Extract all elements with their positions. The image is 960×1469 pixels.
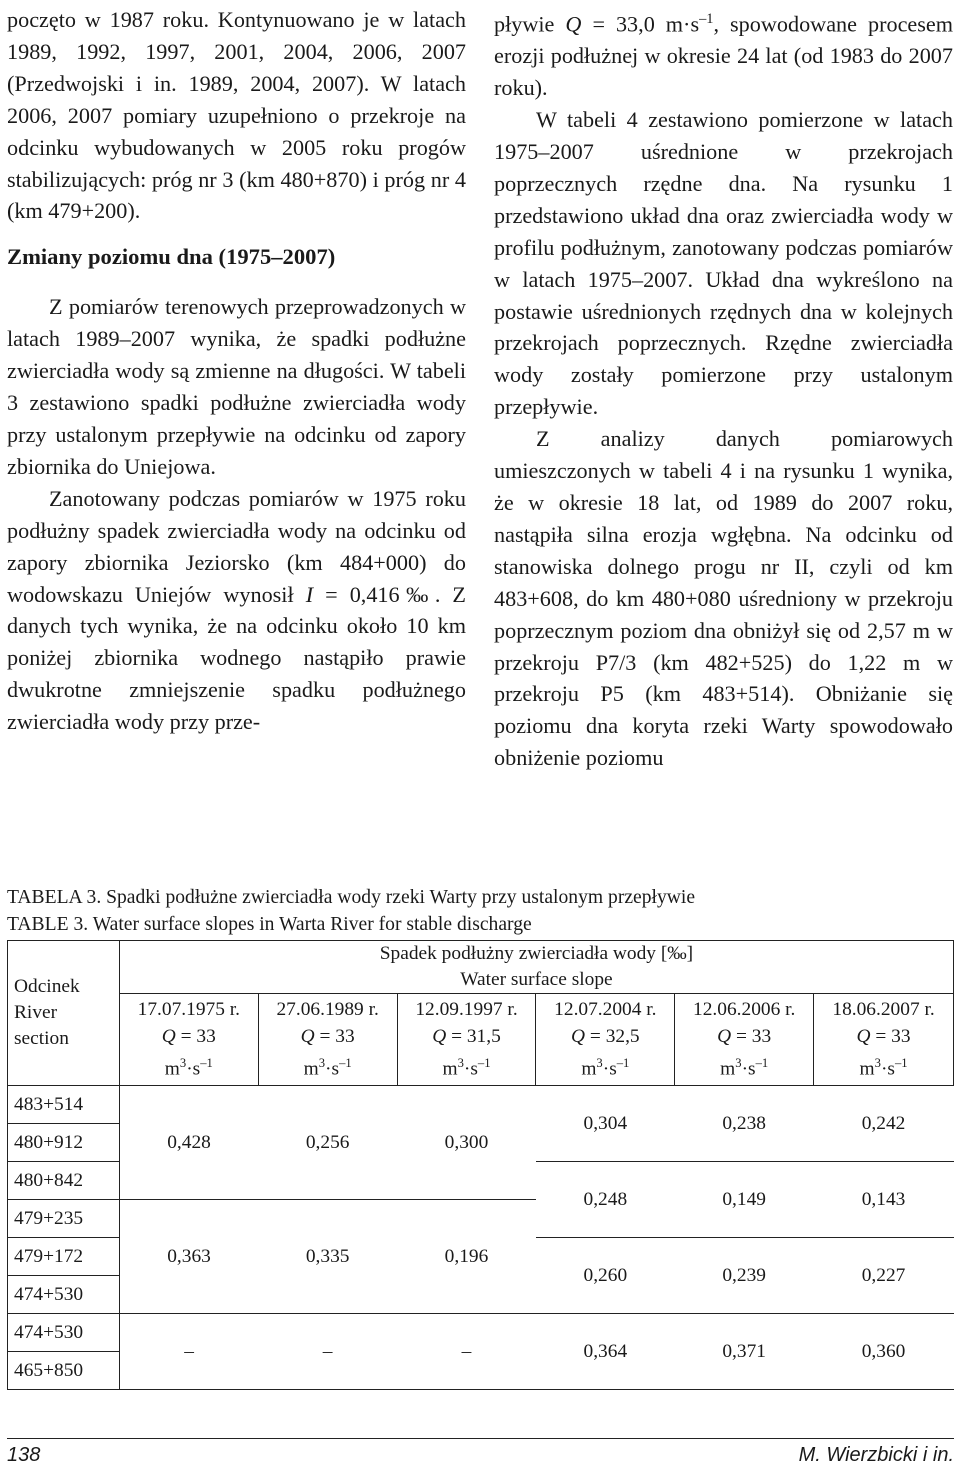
measurement-date: 12.07.2004 r. xyxy=(554,999,657,1021)
math-symbol: Q xyxy=(565,11,582,37)
slope-value-cell: 0,239 xyxy=(675,1238,814,1314)
paragraph xyxy=(494,4,953,104)
section-heading: Zmiany poziomu dna (1975–2007) xyxy=(7,244,336,270)
measurement-date: 27.06.1989 r. xyxy=(276,999,379,1021)
table-row xyxy=(8,1314,954,1352)
slope-value-cell: 0,248 xyxy=(536,1162,675,1238)
math-symbol: I xyxy=(305,581,314,607)
slope-value-cell: 0,238 xyxy=(675,1086,814,1162)
left-column xyxy=(7,4,466,738)
measurement-date: 17.07.1975 r. xyxy=(137,999,240,1021)
slope-value-cell: 0,335 xyxy=(258,1200,397,1314)
exponent: –1 xyxy=(699,11,714,27)
date-column-header xyxy=(258,994,397,1086)
paragraph: poczęto w 1987 roku. Kontynuowano je w latach 1989, 1992, 1997, 2001, 2004, 2006, 2007 (Przedwojski i in. 1989, 2004, 2007). W latach 2006, 2007 pomiary uzupełniono o przekroje na odcinku wybudowanych w 2005 roku progów stabilizujących: próg nr 3 (km 480+870) i próg nr 4 (km 479+200). xyxy=(7,7,466,224)
slope-value-cell: 0,364 xyxy=(536,1314,675,1390)
paragraph: Z pomiarów terenowych przeprowadzonych w latach 1989–2007 wynika, że spadki podłużne zwierciadła wody są zmienne na długości. W tabeli 3 zestawiono spadki podłużne zwierciadła wody przy ustalonym przepływie na odcinku od zapory zbiornika do Uniejowa. xyxy=(7,294,466,479)
date-column-header xyxy=(675,994,814,1086)
date-column-header xyxy=(119,994,258,1086)
slope-header-en: Water surface slope xyxy=(460,969,613,990)
section-cell: 474+530 xyxy=(8,1314,120,1352)
right-column xyxy=(494,4,953,774)
text-run: , spowodowane procesem erozji podłużnej w okresie 24 lat (od 1983 do 2007 roku). xyxy=(494,11,954,101)
section-header-en: River xyxy=(14,1002,58,1023)
slope-value-cell: 0,227 xyxy=(814,1238,954,1314)
discharge-unit: $m^3\cdot s^{-1}$ xyxy=(303,1056,352,1080)
slope-value-cell: – xyxy=(397,1314,536,1390)
section-cell: 479+172 xyxy=(8,1238,120,1276)
slope-value-cell: 0,360 xyxy=(814,1314,954,1390)
paragraph: Z analizy danych pomiarowych umieszczonych w tabeli 4 i na rysunku 1 wynika, że w okresie 18 lat, od 1989 do 2007 roku, nastąpiła silna erozja wgłębna. Na odcinku od stanowiska dolnego progu nr II, czyli od km 483+608, do km 480+080 uśredniony w przekroju poprzecznym poziom dna obniżył się od 2,57 m w przekroju P7/3 (km 482+525) do 1,22 m w przekroju P5 (km 483+514). Obniżanie się poziomu dna koryta rzeki Warty spowodowało obniżenie poziomu xyxy=(494,426,953,771)
text-run: Zanotowany podczas pomiarów w 1975 roku podłużny spadek zwierciadła wody na odcinku od zapory zbiornika Jeziorsko (km 484+000) do wodowskazu Uniejów wynosił xyxy=(7,485,466,607)
measurement-date: 12.09.1997 r. xyxy=(415,999,518,1021)
discharge-unit: $m^3\cdot s^{-1}$ xyxy=(164,1056,213,1080)
text-run: pływie xyxy=(494,11,566,37)
section-cell: 479+235 xyxy=(8,1200,120,1238)
section-header-pl: Odcinek xyxy=(14,976,80,997)
slopes-table xyxy=(7,940,954,1390)
slope-value-cell: – xyxy=(119,1314,258,1390)
slope-value-cell: 0,363 xyxy=(119,1200,258,1314)
discharge-value: Q = 33 xyxy=(300,1026,355,1048)
date-column-header xyxy=(814,994,954,1086)
slope-value-cell: – xyxy=(258,1314,397,1390)
page-number: 138 xyxy=(7,1444,41,1466)
table-caption-pl: TABELA 3. Spadki podłużne zwierciadła wody rzeki Warty przy ustalonym przepływie xyxy=(7,887,696,908)
page-footer xyxy=(7,1438,954,1466)
slope-value-cell: 0,149 xyxy=(675,1162,814,1238)
measurement-date: 12.06.2006 r. xyxy=(693,999,796,1021)
section-cell: 474+530 xyxy=(8,1276,120,1314)
slope-value-cell: 0,256 xyxy=(258,1086,397,1200)
measurement-date: 18.06.2007 r. xyxy=(832,999,935,1021)
slope-value-cell: 0,304 xyxy=(536,1086,675,1162)
slope-value-cell: 0,300 xyxy=(397,1086,536,1200)
discharge-value: Q = 33 xyxy=(717,1026,772,1048)
table-captions xyxy=(7,884,695,938)
slope-value-cell: 0,428 xyxy=(119,1086,258,1200)
discharge-unit: $m^3\cdot s^{-1}$ xyxy=(859,1056,908,1080)
discharge-value: Q = 33 xyxy=(161,1026,216,1048)
section-cell: 483+514 xyxy=(8,1086,120,1124)
slope-value-cell: 0,260 xyxy=(536,1238,675,1314)
discharge-unit: $m^3\cdot s^{-1}$ xyxy=(581,1056,630,1080)
slope-header-pl: Spadek podłużny zwierciadła wody [‰] xyxy=(379,943,694,964)
slope-value-cell: 0,371 xyxy=(675,1314,814,1390)
discharge-unit: $m^3\cdot s^{-1}$ xyxy=(720,1056,769,1080)
section-header-en: section xyxy=(14,1028,69,1049)
paragraph: W tabeli 4 zestawiono pomierzone w latach 1975–2007 uśrednione w przekrojach poprzecznych rzędne dna. Na rysunku 1 przedstawiono układ dna oraz zwierciadła wody w profilu podłużnym, zanotowany podczas pomiarów w latach 1975–2007. Układ dna wykreślono na postawie uśrednionych rzędnych dna w kolejnych przekrojach poprzecznych. Rzędne zwierciadła wody zostały pomierzone przy ustalonym przepływie. xyxy=(494,107,953,420)
table-caption-en: TABLE 3. Water surface slopes in Warta River for stable discharge xyxy=(7,914,532,935)
discharge-unit: $m^3\cdot s^{-1}$ xyxy=(442,1056,491,1080)
slope-value-cell: 0,196 xyxy=(397,1200,536,1314)
section-cell: 480+912 xyxy=(8,1124,120,1162)
slope-value-cell: 0,242 xyxy=(814,1086,954,1162)
section-cell: 465+850 xyxy=(8,1352,120,1390)
text-run: = 33,0 m·s xyxy=(581,11,700,37)
footer-rule xyxy=(7,1438,954,1439)
paragraph xyxy=(7,483,466,738)
text-run: = 0,416‰. Z danych tych wynika, że na odcinku około 10 km poniżej zbiornika wodnego nastąpiło prawie dwukrotne zmniejszenie spadku podłużnego zwierciadła wody przy prze- xyxy=(7,581,466,735)
section-column-header xyxy=(8,941,120,1086)
slope-value-cell: 0,143 xyxy=(814,1162,954,1238)
table-row xyxy=(8,1086,954,1124)
discharge-value: Q = 31,5 xyxy=(432,1026,501,1048)
discharge-value: Q = 32,5 xyxy=(571,1026,640,1048)
slope-header xyxy=(119,941,953,994)
date-column-header xyxy=(397,994,536,1086)
running-authors: M. Wierzbicki i in. xyxy=(798,1444,954,1466)
section-cell: 480+842 xyxy=(8,1162,120,1200)
date-column-header xyxy=(536,994,675,1086)
discharge-value: Q = 33 xyxy=(856,1026,911,1048)
